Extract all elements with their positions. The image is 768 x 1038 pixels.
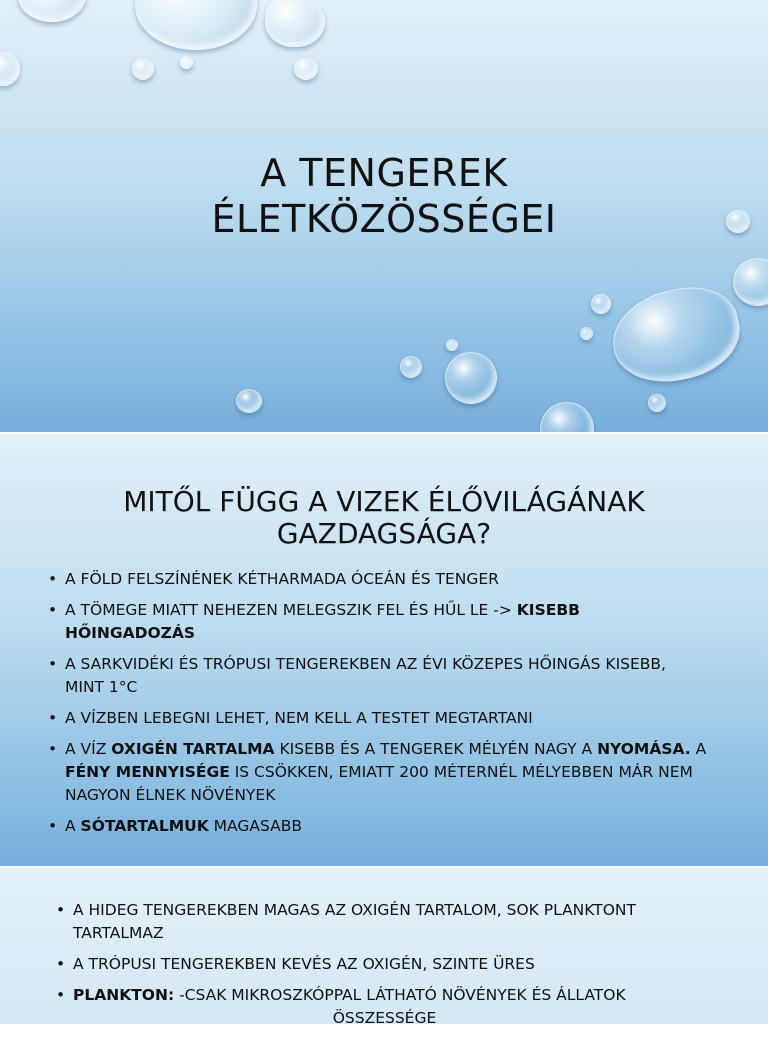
water-drop (400, 356, 422, 378)
slide-heading (0, 486, 768, 550)
water-drop (733, 258, 768, 306)
bullet-item (48, 653, 708, 699)
bullet-item (48, 815, 708, 838)
water-drop (18, 0, 86, 22)
bullet-text: A TÖMEGE MIATT NEHEZEN MELEGSZIK FEL ÉS HŰL LE -> (65, 601, 517, 619)
bullet-text: ÖSSZESSÉGE (332, 1009, 437, 1027)
bullet-bold-text: OXIGÉN TARTALMA (111, 740, 275, 758)
bullet-bold-text: FÉNY MENNYISÉGE (65, 763, 230, 781)
water-drop (265, 0, 325, 47)
slide-title-heading (0, 150, 768, 242)
water-drop (591, 294, 611, 314)
bullet-text: A SARKVIDÉKI ÉS TRÓPUSI TENGEREKBEN AZ ÉVI KÖZEPES HŐINGÁS KISEBB, MINT 1°C (65, 655, 666, 696)
bullet-list (48, 568, 708, 846)
bullet-text: A VÍZBEN LEBEGNI LEHET, NEM KELL A TESTET MEGTARTANI (65, 709, 533, 727)
bullet-bold-text: SÓTARTALMUK (80, 817, 209, 835)
water-drop (604, 278, 748, 393)
water-drop (135, 0, 257, 50)
bullet-item (56, 953, 696, 976)
bullet-item (56, 984, 696, 1030)
bullet-text: A (690, 740, 707, 758)
water-drop (294, 58, 318, 80)
bullet-bold-text: KISEBB HŐINGADOZÁS (65, 601, 580, 642)
bullet-text: A VÍZ (65, 740, 112, 758)
water-drop (236, 389, 262, 413)
water-drop (446, 339, 458, 351)
bullet-text: MAGASABB (208, 817, 302, 835)
title-line: ÉLETKÖZÖSSÉGEI (211, 197, 557, 241)
bullet-list (56, 899, 696, 1038)
bullet-item (48, 599, 708, 645)
water-drop (540, 402, 594, 432)
water-drop (648, 394, 666, 412)
heading-line: GAZDAGSÁGA? (276, 517, 492, 550)
bullet-text: KISEBB ÉS A TENGEREK MÉLYÉN NAGY A (274, 740, 598, 758)
heading-line: MITŐL FÜGG A VIZEK ÉLŐVILÁGÁNAK (123, 485, 645, 518)
water-drop (0, 52, 20, 86)
bullet-item (48, 738, 708, 807)
bullet-text: IS CSÖKKEN, EMIATT 200 MÉTERNÉL MÉLYEBBEN MÁR NEM NAGYON ÉLNEK NÖVÉNYEK (65, 763, 693, 804)
bullet-text: -CSAK MIKROSZKÓPPAL LÁTHATÓ NÖVÉNYEK ÉS ÁLLATOK (174, 986, 626, 1004)
bullet-text: A HIDEG TENGEREKBEN MAGAS AZ OXIGÉN TARTALOM, SOK PLANKTONT TARTALMAZ (73, 901, 636, 942)
bullet-item (48, 707, 708, 730)
water-drop (132, 58, 154, 80)
bullet-bold-text: NYOMÁSA. (597, 740, 691, 758)
bullet-text: A TRÓPUSI TENGEREKBEN KEVÉS AZ OXIGÉN, SZINTE ÜRES (73, 955, 535, 973)
bullet-item (48, 568, 708, 591)
bullet-text: A FÖLD FELSZÍNÉNEK KÉTHARMADA ÓCEÁN ÉS TENGER (65, 570, 499, 588)
water-drop (180, 56, 193, 69)
water-drop (580, 327, 593, 340)
bullet-bold-text: PLANKTON: (73, 986, 175, 1004)
bullet-item (56, 899, 696, 945)
bullet-text: A (65, 817, 81, 835)
title-line: A TENGEREK (260, 151, 508, 195)
slide-title (0, 0, 768, 432)
water-drop (445, 352, 497, 404)
